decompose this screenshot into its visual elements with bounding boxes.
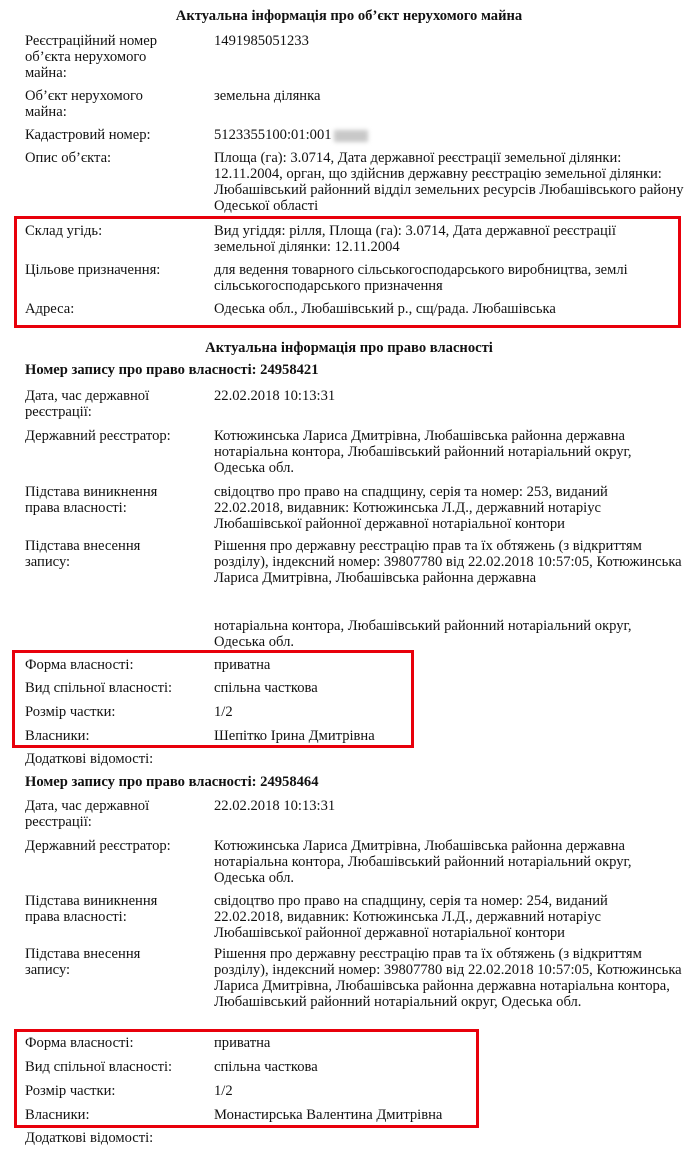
owners: Монастирська Валентина Дмитрівна — [214, 1107, 443, 1123]
field-label: Дата, час державної реєстрації: — [25, 388, 150, 420]
registrar: Котюжинська Лариса Дмитрівна, Любашівська районна державна нотаріальна контора, Любашівський районний нотаріальний округ, Одеська обл. — [214, 838, 632, 886]
record-header: Номер запису про право власності: 24958421 — [25, 362, 319, 378]
entry-basis: Рішення про державну реєстрацію прав та їх обтяжень (з відкриттям розділу), індексний номер: 39807780 від 22.02.2018 10:57:05, Котюжинська Лариса Дмитрівна, Любашівська районна державна — [214, 538, 682, 586]
ownership-section-title: Актуальна інформація про право власності — [205, 340, 493, 356]
field-label: Адреса: — [25, 301, 75, 317]
field-label: Форма власності: — [25, 1035, 134, 1051]
field-label: Склад угідь: — [25, 223, 103, 239]
object-type: земельна ділянка — [214, 88, 321, 104]
field-label: Підстава внесення запису: — [25, 538, 141, 570]
field-label: Дата, час державної реєстрації: — [25, 798, 150, 830]
field-label: Власники: — [25, 728, 90, 744]
field-label: Об’єкт нерухомого майна: — [25, 88, 143, 120]
field-label: Цільове призначення: — [25, 262, 161, 278]
registrar: Котюжинська Лариса Дмитрівна, Любашівська районна державна нотаріальна контора, Любашівський районний нотаріальний округ, Одеська обл. — [214, 428, 632, 476]
object-description: Площа (га): 3.0714, Дата державної реєстрації земельної ділянки: 12.11.2004, орган, що здійснив державну реєстрацію земельної ділянки: Любашівський районний відділ земельних ресурсів Любашівського району Одеської області — [214, 150, 684, 214]
field-label: Підстава внесення запису: — [25, 946, 141, 978]
field-label: Додаткові відомості: — [25, 1130, 154, 1146]
record-header: Номер запису про право власності: 24958464 — [25, 774, 319, 790]
field-label: Підстава виникнення права власності: — [25, 893, 158, 925]
field-label: Форма власності: — [25, 657, 134, 673]
ownership-basis: свідоцтво про право на спадщину, серія та номер: 253, виданий 22.02.2018, видавник: Котюжинська Л.Д., державний нотаріус Любашівської районної державної нотаріальної контори — [214, 484, 608, 532]
joint-ownership-type: спільна часткова — [214, 680, 318, 696]
cadastral-number: 5123355100:01:001 — [214, 127, 332, 143]
ownership-form: приватна — [214, 1035, 271, 1051]
cadastral-number-row — [214, 127, 684, 143]
registration-datetime: 22.02.2018 10:13:31 — [214, 388, 336, 404]
field-label: Вид спільної власності: — [25, 680, 173, 696]
entry-basis: Рішення про державну реєстрацію прав та їх обтяжень (з відкриттям розділу), індексний номер: 39807780 від 22.02.2018 10:57:05, Котюжинська Лариса Дмитрівна, Любашівська районна державна нотаріальна контора, Любашівський районний нотаріальний округ, Одеська обл. — [214, 946, 682, 1010]
field-label: Державний реєстратор: — [25, 428, 171, 444]
registration-datetime: 22.02.2018 10:13:31 — [214, 798, 336, 814]
share-size: 1/2 — [214, 704, 233, 720]
field-label: Розмір частки: — [25, 1083, 116, 1099]
intended-purpose: для ведення товарного сільськогосподарського виробництва, землі сільськогосподарського призначення — [214, 262, 628, 294]
field-label: Кадастровий номер: — [25, 127, 151, 143]
object-section-title: Актуальна інформація про об’єкт нерухомого майна — [175, 8, 523, 24]
share-size: 1/2 — [214, 1083, 233, 1099]
field-label: Додаткові відомості: — [25, 751, 154, 767]
land-composition: Вид угіддя: рілля, Площа (га): 3.0714, Дата державної реєстрації земельної ділянки: 12.11.2004 — [214, 223, 616, 255]
field-label: Підстава виникнення права власності: — [25, 484, 158, 516]
field-label: Опис об’єкта: — [25, 150, 112, 166]
field-label: Власники: — [25, 1107, 90, 1123]
entry-basis-continued: нотаріальна контора, Любашівський районний нотаріальний округ, Одеська обл. — [214, 618, 632, 650]
ownership-basis: свідоцтво про право на спадщину, серія та номер: 254, виданий 22.02.2018, видавник: Котюжинська Л.Д., державний нотаріус Любашівської районної державної нотаріальної контори — [214, 893, 608, 941]
owners: Шепітко Ірина Дмитрівна — [214, 728, 375, 744]
field-label: Реєстраційний номер об’єкта нерухомого майна: — [25, 33, 158, 81]
registration-number: 1491985051233 — [214, 33, 309, 49]
redacted-blur — [334, 130, 368, 142]
field-label: Розмір частки: — [25, 704, 116, 720]
joint-ownership-type: спільна часткова — [214, 1059, 318, 1075]
ownership-form: приватна — [214, 657, 271, 673]
address: Одеська обл., Любашівський р., сщ/рада. Любашівська — [214, 301, 556, 317]
field-label: Державний реєстратор: — [25, 838, 171, 854]
field-label: Вид спільної власності: — [25, 1059, 173, 1075]
